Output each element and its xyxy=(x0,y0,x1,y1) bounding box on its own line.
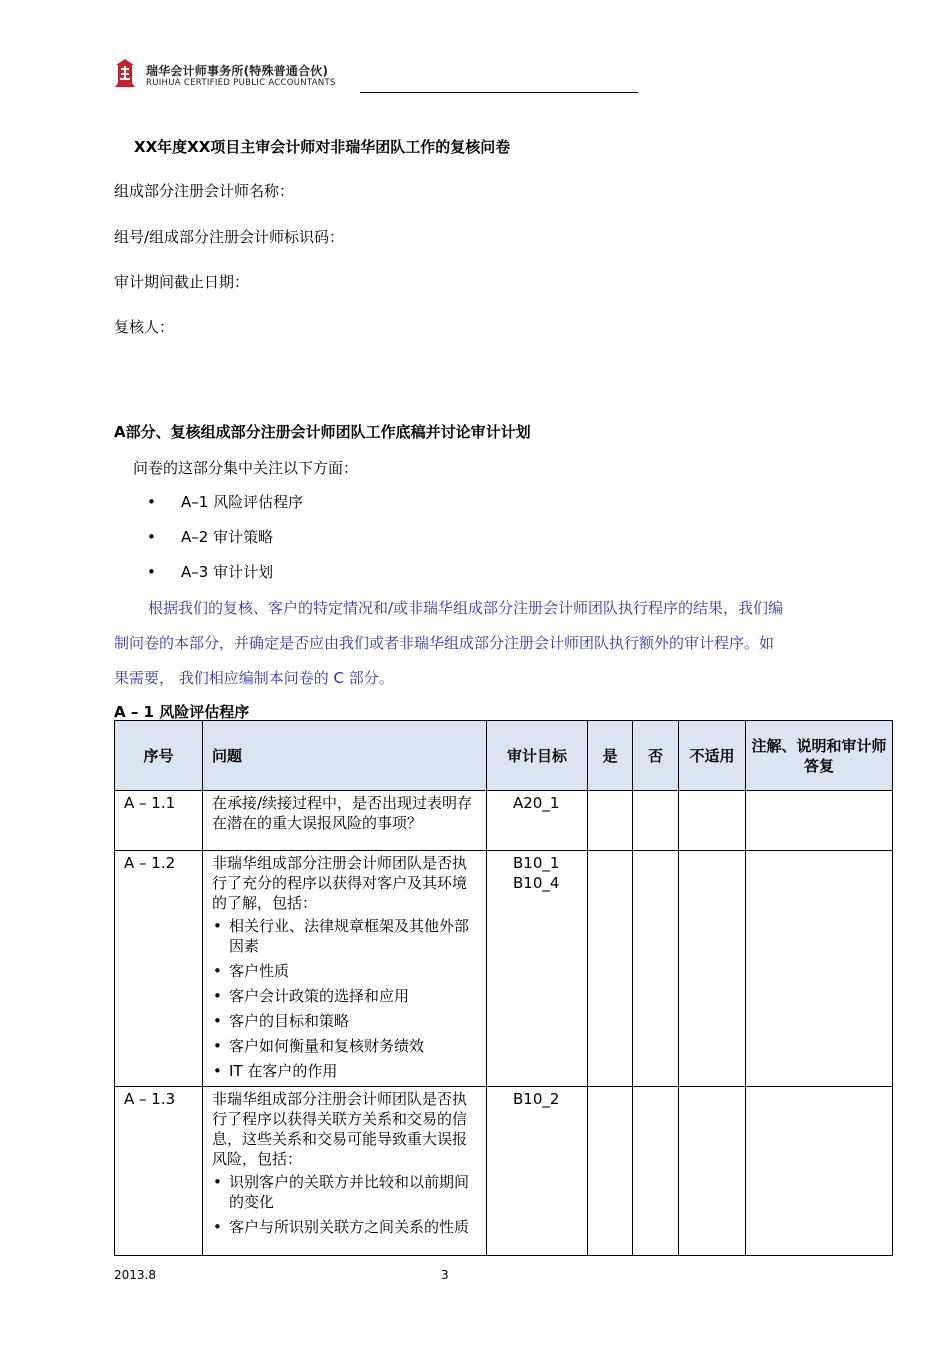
row-question: 非瑞华组成部分注册会计师团队是否执行了充分的程序以获得对客户及其环境的了解，包括： • 相关行业、法律规章框架及其他外部因素 • 客户性质 • 客户会计政策的选择和应用 • 客户的目标和策略 • 客户如何衡量和复核财务绩效 • IT 在客户的作用 xyxy=(203,851,487,1087)
row-no-cell[interactable] xyxy=(633,851,679,1087)
field-group-id: 组号/组成部分注册会计师标识码： xyxy=(114,228,345,246)
row-comment-cell[interactable] xyxy=(746,791,893,851)
page-number: 3 xyxy=(441,1268,449,1282)
section-a-intro: 问卷的这部分集中关注以下方面： xyxy=(133,459,359,477)
row-yes-cell[interactable] xyxy=(588,1087,633,1256)
list-item: • 相关行业、法律规章框架及其他外部因素 xyxy=(212,916,478,956)
firm-name-en: RUIHUA CERTIFIED PUBLIC ACCOUNTANTS xyxy=(146,78,336,88)
row-na-cell[interactable] xyxy=(679,791,746,851)
section-a-note-line: 根据我们的复核、客户的特定情况和/或非瑞华组成部分注册会计师团队执行程序的结果，我们编 xyxy=(148,599,784,617)
row-yes-cell[interactable] xyxy=(588,851,633,1087)
list-item: • 客户性质 xyxy=(212,961,478,981)
row-objective: B10_1 B10_4 xyxy=(487,851,588,1087)
list-item: • IT 在客户的作用 xyxy=(212,1061,478,1081)
header-rule xyxy=(360,92,638,93)
section-a-bullet: • A–3 审计计划 xyxy=(147,563,274,581)
col-header-objective: 审计目标 xyxy=(487,721,588,791)
row-objective: A20_1 xyxy=(487,791,588,851)
row-no-cell[interactable] xyxy=(633,1087,679,1256)
list-item: • 客户与所识别关联方之间关系的性质 xyxy=(212,1217,478,1237)
section-a-bullet: • A–1 风险评估程序 xyxy=(147,493,304,511)
field-component-auditor-name: 组成部分注册会计师名称： xyxy=(114,182,295,200)
table-row xyxy=(115,791,893,851)
list-item: • 客户的目标和策略 xyxy=(212,1011,478,1031)
row-question-bullets xyxy=(212,1172,478,1237)
table-header-row xyxy=(115,721,893,791)
row-question: 非瑞华组成部分注册会计师团队是否执行了程序以获得关联方关系和交易的信息，这些关系和交易可能导致重大误报风险，包括： • 识别客户的关联方并比较和以前期间的变化 • 客户与所识别关联方之间关系的性质 xyxy=(203,1087,487,1256)
row-no-cell[interactable] xyxy=(633,791,679,851)
row-comment-cell[interactable] xyxy=(746,851,893,1087)
col-header-no-answer: 否 xyxy=(633,721,679,791)
row-yes-cell[interactable] xyxy=(588,791,633,851)
row-number: A – 1.2 xyxy=(115,851,203,1087)
bullet-icon: • xyxy=(147,563,156,581)
row-number: A – 1.1 xyxy=(115,791,203,851)
field-reviewer: 复核人： xyxy=(114,318,175,336)
list-item: • 客户会计政策的选择和应用 xyxy=(212,986,478,1006)
section-a-note-line: 制问卷的本部分，并确定是否应由我们或者非瑞华组成部分注册会计师团队执行额外的审计程序。如 xyxy=(114,634,775,652)
col-header-yes: 是 xyxy=(588,721,633,791)
firm-name-cn: 瑞华会计师事务所(特殊普通合伙) xyxy=(146,64,329,78)
col-header-no: 序号 xyxy=(115,721,203,791)
table-row xyxy=(115,851,893,1087)
row-question-bullets xyxy=(212,916,478,1081)
col-header-question: 问题 xyxy=(203,721,487,791)
bullet-icon: • xyxy=(147,493,156,511)
row-na-cell[interactable] xyxy=(679,851,746,1087)
col-header-comments: 注解、说明和审计师答复 xyxy=(746,721,893,791)
document-title: XX年度XX项目主审会计师对非瑞华团队工作的复核问卷 xyxy=(134,138,511,156)
row-comment-cell[interactable] xyxy=(746,1087,893,1256)
firm-logo xyxy=(114,58,136,88)
row-question: 在承接/续接过程中，是否出现过表明存在潜在的重大误报风险的事项？ xyxy=(203,791,487,851)
row-objective: B10_2 xyxy=(487,1087,588,1256)
risk-assessment-table xyxy=(114,720,893,1256)
bullet-icon: • xyxy=(147,528,156,546)
col-header-na: 不适用 xyxy=(679,721,746,791)
table-row xyxy=(115,1087,893,1256)
list-item: • 客户如何衡量和复核财务绩效 xyxy=(212,1036,478,1056)
row-number: A – 1.3 xyxy=(115,1087,203,1256)
list-item: • 识别客户的关联方并比较和以前期间的变化 xyxy=(212,1172,478,1212)
section-a-bullet: • A–2 审计策略 xyxy=(147,528,274,546)
section-a-heading: A部分、复核组成部分注册会计师团队工作底稿并讨论审计计划 xyxy=(114,423,531,441)
footer-date: 2013.8 xyxy=(114,1268,156,1282)
row-na-cell[interactable] xyxy=(679,1087,746,1256)
section-a-note-line: 果需要， 我们相应编制本问卷的 C 部分。 xyxy=(114,669,394,687)
table-heading: A – 1 风险评估程序 xyxy=(114,703,250,721)
field-period-end-date: 审计期间截止日期： xyxy=(114,273,250,291)
